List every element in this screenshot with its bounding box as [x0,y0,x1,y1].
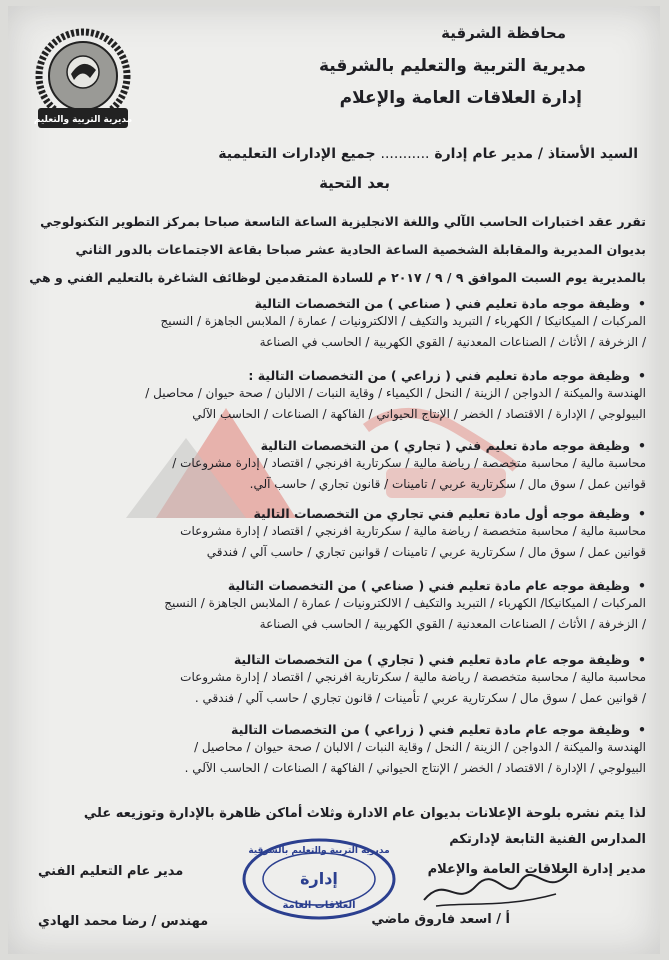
job-item-1 [26,296,646,353]
governorate-title: محافظة الشرقية [441,24,566,42]
job-item-heading: وظيفة موجه مادة تعليم فني ( زراعي ) من التخصصات التالية : [248,368,630,383]
logo-text: مديرية التربية والتعليم [33,115,133,125]
job-item-line: محاسبة مالية / محاسبة متخصصة / رياضة مالية / سكرتارية افرنجي / اقتصاد / إدارة مشروعات / [172,456,646,470]
job-item-heading: وظيفة موجه عام مادة تعليم فني ( زراعي ) من التخصصات التالية [231,722,630,737]
addressee-target: جميع الإدارات التعليمية [218,146,376,162]
job-item-heading: وظيفة موجه مادة تعليم فني ( صناعي ) من التخصصات التالية [254,296,630,311]
addressee-line [218,146,638,162]
intro-line-3: بالمديرية يوم السبت الموافق ٩ / ٩ / ٢٠١٧ م للسادة المتقدمين لوظائف الشاغرة بالتعليم الفني و هي [29,270,646,285]
official-stamp-icon [240,836,398,922]
stamp-bottom-text: العلاقات العامة [282,900,356,911]
addressee-prefix: السيد الأستاذ / مدير عام إدارة [434,146,638,162]
job-item-heading: وظيفة موجه عام مادة تعليم فني ( صناعي ) من التخصصات التالية [227,578,630,593]
job-item-line: قوانين عمل / سوق مال / سكرتارية عربي / تامينات / قانون تجاري / حاسب آلي. [249,477,646,491]
job-item-2 [26,368,646,425]
job-item-heading: وظيفة موجه عام مادة تعليم فني ( تجاري ) من التخصصات التالية [233,652,630,667]
greeting: بعد التحية [319,174,390,192]
job-item-line: / قوانين عمل / سوق مال / سكرتارية عربي / تأمينات / قانون تجاري / حاسب آلي / فندقي . [194,691,646,705]
department-title: إدارة العلاقات العامة والإعلام [339,88,582,108]
closing-line-2: المدارس الفنية التابعة لإدارتكم [449,832,646,847]
job-item-3 [26,438,646,495]
directorate-title: مديرية التربية والتعليم بالشرقية [318,56,586,76]
job-item-heading: وظيفة موجه مادة تعليم فني ( تجاري ) من التخصصات التالية [260,438,630,453]
signatory-right-name: أ / اسعد فاروق ماضي [371,912,510,927]
signatory-right-title: مدير إدارة العلاقات العامة والإعلام [427,862,646,877]
job-item-line: الهندسة والميكنة / الدواجن / الزينة / النحل / وقاية النبات / الالبان / صحة حيوان / محاصيل / [194,740,646,754]
bullet-icon: • [638,722,646,737]
bullet-icon: • [638,368,646,383]
signatory-left-title: مدير عام التعليم الفني [38,864,184,879]
job-item-line: المركبات / الميكانيكا/ الكهرباء / التبريد والتكيف / الالكترونيات / عمارة / الملابس الجاهزة / النسيج [164,596,646,610]
job-item-line: / الزخرفة / الأثاث / الصناعات المعدنية / القوي الكهربية / الحاسب في الصناعة [259,617,646,631]
job-item-heading: وظيفة موجه أول مادة تعليم فني تجاري من التخصصات التالية [253,506,630,521]
handwritten-signature-icon [416,864,576,912]
job-item-line: البيولوجي / الإدارة / الاقتصاد / الخضر / الإنتاج الحيواني / الفاكهة / الصناعات / الحاسب الآلي . [184,761,646,775]
job-item-line: قوانين عمل / سوق مال / سكرتارية عربي / تامينات / قوانين تجاري / حاسب آلي / فندقي [206,545,646,559]
signatory-left-name: مهندس / رضا محمد الهادي [38,914,209,929]
bullet-icon: • [638,652,646,667]
bullet-icon: • [638,506,646,521]
intro-line-2: بديوان المديرية والمقابلة الشخصية الساعة الحادية عشر صباحا بقاعة الاجتماعات بالدور الثاني [75,242,646,257]
addressee-dots: ........... [380,146,430,162]
bullet-icon: • [638,296,646,311]
job-item-line: المركبات / الميكانيكا / الكهرباء / التبريد والتكيف / الالكترونيات / عمارة / الملابس الجاهزة / النسيج [160,314,646,328]
job-item-6 [26,652,646,709]
job-item-5 [26,578,646,635]
directorate-logo-icon [24,26,142,138]
stamp-center-text: إدارة [300,869,338,888]
bullet-icon: • [638,438,646,453]
job-item-line: / الزخرفة / الأثاث / الصناعات المعدنية / القوي الكهربية / الحاسب في الصناعة [259,335,646,349]
bullet-icon: • [638,578,646,593]
job-item-4 [26,506,646,563]
document-page [8,6,660,954]
job-item-line: محاسبة مالية / محاسبة متخصصة / رياضة مالية / سكرتارية افرنجي / اقتصاد / إدارة مشروعات [180,524,646,538]
intro-line-1: تقرر عقد اختبارات الحاسب الآلي واللغة الانجليزية الساعة التاسعة صباحا بمركز التطوير التكنولوجي [40,214,646,229]
job-item-line: الهندسة والميكنة / الدواجن / الزينة / النحل / الكيمياء / وقاية النبات / الالبان / صحة حيوان / محاصيل / [145,386,646,400]
job-item-line: محاسبة مالية / محاسبة متخصصة / رياضة مالية / سكرتارية افرنجي / اقتصاد / إدارة مشروعات [180,670,646,684]
job-item-7 [26,722,646,779]
job-item-line: البيولوجي / الإدارة / الاقتصاد / الخضر / الإنتاج الحيواني / الفاكهة / الصناعات / الحاسب الآلي [192,407,646,421]
closing-line-1: لذا يتم نشره بلوحة الإعلانات بديوان عام الادارة وثلاث أماكن ظاهرة بالإدارة وتوزيعه علي [83,806,646,821]
stamp-ring-text: مديرية التربية والتعليم بالشرقية [248,846,390,856]
